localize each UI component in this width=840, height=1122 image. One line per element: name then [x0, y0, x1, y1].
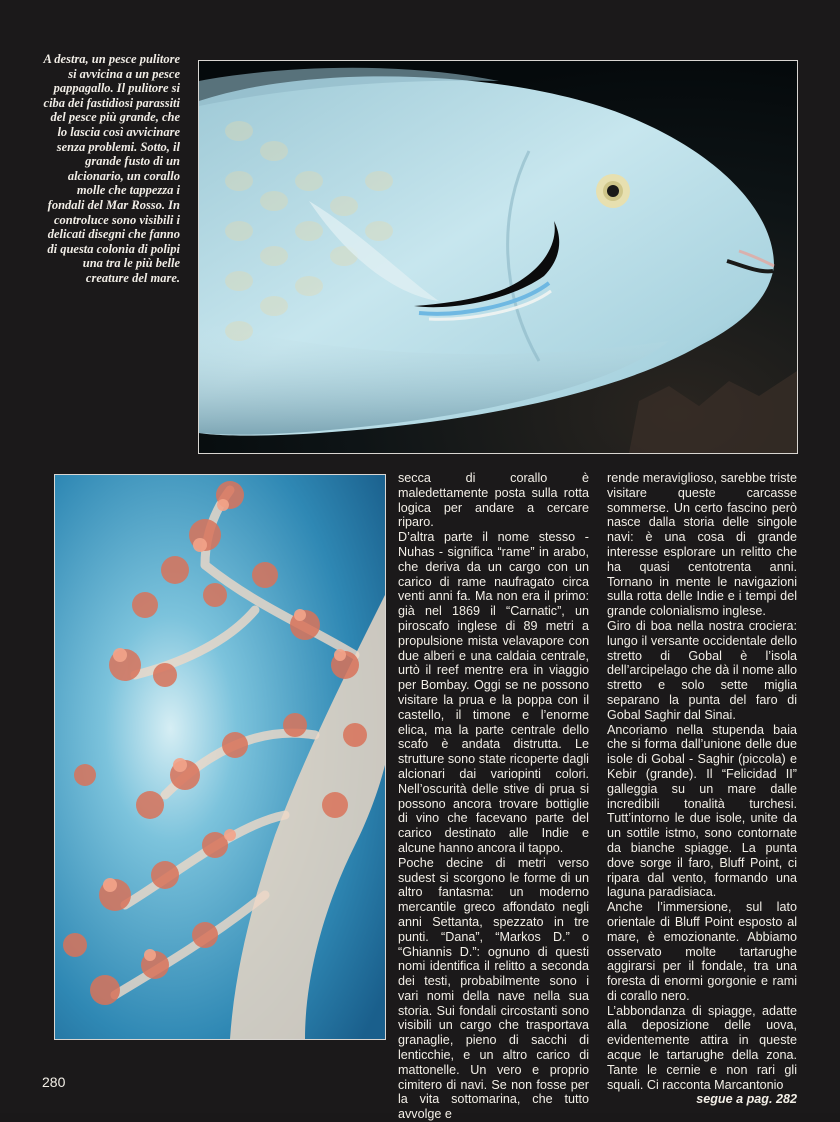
- article-column-1: [398, 471, 589, 1122]
- article-paragraph: Giro di boa nella nostra crociera: lungo il versante occidentale dello stretto di Gobal è l’isola dell’arcipelago che dà il nome allo stretto e solo sette miglia separano la punta del faro di Gobal Saghir dal Sinai.: [607, 618, 797, 722]
- article-paragraph: Anche l’immersione, sul lato orientale di Bluff Point esposto al mare, è emozionante. Abbiamo osservato molte tartarughe aggirarsi per il fondale, tra una foresta di enormi gorgonie e rami di corallo nero.: [607, 900, 797, 1003]
- article-paragraph: L’abbondanza di spiagge, adatte alla deposizione delle uova, evidentemente attira in queste acque le tartarughe della zona. Tante le cernie e non rari gli squali. Ci racconta Marcantonio: [607, 1003, 797, 1092]
- soft-coral-photo: [54, 474, 386, 1040]
- article-paragraph: rende meraviglioso, sarebbe triste visitare queste carcasse sommerse. Un certo fascino però nasce dalla storia delle singole navi: è una cosa di grande interesse esplorare un relitto che ha quasi centotrenta anni. Tornano in mente le navigazioni sulla rotta delle Indie e i tempi del grande colonialismo inglese.: [607, 471, 797, 619]
- article-paragraph: Poche decine di metri verso sudest si scorgono le forme di un altro fantasma: un moderno mercantile greco affondato negli anni Settanta, spezzato in tre punti. “Dana”, “Markos D.” o “Ghiannis D.”: ognuno di questi nomi identifica il relitto a seconda dei testi, probabilmente sono i vari nomi della nave nella sua storia. Sui fondali circostanti sono visibili un cargo che trasportava granaglie, pieno di sacchi di lenticchie, e un altro carico di mattonelle. Un vero e proprio cimitero di navi. Se non fosse per la vita sottomarina, che tutto avvolge e: [398, 855, 589, 1122]
- page-number: 280: [42, 1074, 66, 1090]
- article-paragraph: secca di corallo è maledettamente posta sulla rotta logica per andare a cercare riparo.: [398, 471, 589, 530]
- parrotfish-illustration: [199, 61, 797, 453]
- soft-coral-illustration: [55, 475, 385, 1039]
- article-paragraph: D’altra parte il nome stesso - Nuhas - significa “rame” in arabo, che deriva da un cargo con un carico di rame naufragato circa venti anni fa. Ma non era il primo: già nel 1869 il “Carnatic”, un piroscafo inglese di 89 metri a propulsione mista velavapore con due alberi e una caldaia centrale, urtò il reef mentre era in viaggio per Bombay. Oggi se ne possono visitare la prua e la poppa con il castello, il timone e l’enorme elica, ma la parte centrale dello scafo è andata distrutta. Le strutture sono state ricoperte dagli alcionari dai variopinti colori. Nell’oscurità delle stive di prua si possono ancora trovare bottiglie di vino che facevano parte del carico destinato alle Indie e alcune hanno ancora il tappo.: [398, 530, 589, 855]
- article-column-2: [607, 471, 797, 1107]
- article-paragraph: Ancoriamo nella stupenda baia che si forma dall’unione delle due isole di Gobal - Saghir (piccola) e Kebir (grande). Il “Felicidad II” galleggia su un mare dalle incredibili tonalità turchesi. Tutt’intorno le due isole, unite da un sottile istmo, sono contornate da bianche spiagge. La punta dove sorge il faro, Bluff Point, ci ripara dal vento, formando una laguna paradisiaca.: [607, 722, 797, 900]
- photo-caption: A destra, un pesce pulitore si avvicina a un pesce pappagallo. Il pulitore si ciba dei fastidiosi parassiti del pesce più grande, che lo lascia così avvicinare senza problemi. Sotto, il grande fusto di un alcionario, un corallo molle che tappezza i fondali del Mar Rosso. In controluce sono visibili i delicati disegni che fanno di questa colonia di polipi una tra le più belle creature del mare.: [43, 52, 180, 285]
- continued-on-page: segue a pag. 282: [696, 1092, 797, 1107]
- parrotfish-photo: [198, 60, 798, 454]
